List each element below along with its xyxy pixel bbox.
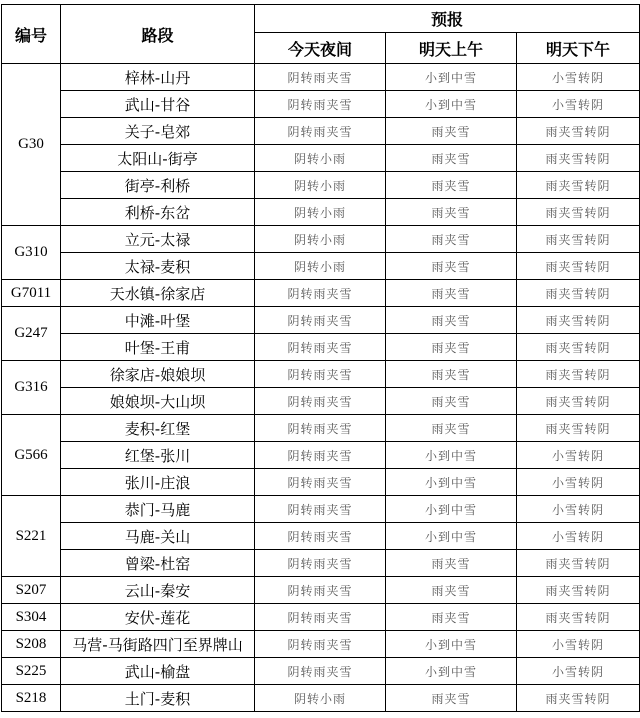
- route-code-cell: S225: [2, 658, 61, 685]
- forecast-tomorrow-am-cell: 小到中雪: [386, 64, 517, 91]
- forecast-tomorrow-pm-cell: 小雪转阴: [517, 523, 640, 550]
- forecast-tomorrow-am-cell: 雨夹雪: [386, 199, 517, 226]
- road-segment-cell: 梓林-山丹: [61, 64, 255, 91]
- forecast-tonight-cell: 阴转小雨: [255, 172, 386, 199]
- route-code-cell: G247: [2, 307, 61, 361]
- forecast-tomorrow-am-cell: 雨夹雪: [386, 361, 517, 388]
- forecast-tomorrow-pm-cell: 雨夹雪转阴: [517, 307, 640, 334]
- table-row: [2, 91, 640, 118]
- forecast-tomorrow-pm-cell: 雨夹雪转阴: [517, 172, 640, 199]
- forecast-tomorrow-am-cell: 雨夹雪: [386, 415, 517, 442]
- road-segment-cell: 云山-秦安: [61, 577, 255, 604]
- road-segment-cell: 马鹿-关山: [61, 523, 255, 550]
- road-segment-cell: 恭门-马鹿: [61, 496, 255, 523]
- header-tomorrow-pm: 明天下午: [517, 33, 640, 64]
- table-row: [2, 388, 640, 415]
- header-tonight: 今天夜间: [255, 33, 386, 64]
- road-segment-cell: 关子-皂郊: [61, 118, 255, 145]
- forecast-tomorrow-pm-cell: 雨夹雪转阴: [517, 361, 640, 388]
- forecast-tomorrow-am-cell: 雨夹雪: [386, 604, 517, 631]
- table-row: [2, 469, 640, 496]
- forecast-tonight-cell: 阴转雨夹雪: [255, 334, 386, 361]
- forecast-tomorrow-pm-cell: 雨夹雪转阴: [517, 415, 640, 442]
- forecast-tonight-cell: 阴转小雨: [255, 253, 386, 280]
- forecast-tonight-cell: 阴转雨夹雪: [255, 469, 386, 496]
- table-row: [2, 280, 640, 307]
- forecast-tonight-cell: 阴转雨夹雪: [255, 577, 386, 604]
- forecast-tomorrow-pm-cell: 雨夹雪转阴: [517, 199, 640, 226]
- forecast-tonight-cell: 阴转雨夹雪: [255, 631, 386, 658]
- forecast-tonight-cell: 阴转雨夹雪: [255, 361, 386, 388]
- forecast-tomorrow-am-cell: 雨夹雪: [386, 145, 517, 172]
- forecast-tomorrow-am-cell: 小到中雪: [386, 631, 517, 658]
- road-segment-cell: 娘娘坝-大山坝: [61, 388, 255, 415]
- table-row: [2, 361, 640, 388]
- forecast-tomorrow-pm-cell: 小雪转阴: [517, 442, 640, 469]
- forecast-tomorrow-pm-cell: 雨夹雪转阴: [517, 577, 640, 604]
- road-segment-cell: 街亭-利桥: [61, 172, 255, 199]
- table-row: [2, 253, 640, 280]
- forecast-tomorrow-am-cell: 雨夹雪: [386, 685, 517, 712]
- table-row: [2, 118, 640, 145]
- table-row: [2, 685, 640, 712]
- road-segment-cell: 立元-太禄: [61, 226, 255, 253]
- route-code-cell: S218: [2, 685, 61, 712]
- road-weather-forecast-table: [1, 4, 640, 712]
- header-road: 路段: [61, 5, 255, 64]
- road-segment-cell: 安伏-莲花: [61, 604, 255, 631]
- table-row: [2, 199, 640, 226]
- table-row: [2, 64, 640, 91]
- forecast-tomorrow-am-cell: 小到中雪: [386, 91, 517, 118]
- route-code-cell: G7011: [2, 280, 61, 307]
- road-segment-cell: 马营-马街路四门至界牌山: [61, 631, 255, 658]
- forecast-tomorrow-pm-cell: 雨夹雪转阴: [517, 604, 640, 631]
- forecast-tomorrow-pm-cell: 小雪转阴: [517, 469, 640, 496]
- table-row: [2, 604, 640, 631]
- header-forecast: 预报: [255, 5, 640, 33]
- forecast-tomorrow-am-cell: 小到中雪: [386, 658, 517, 685]
- table-row: [2, 631, 640, 658]
- forecast-tonight-cell: 阴转雨夹雪: [255, 604, 386, 631]
- route-code-cell: S208: [2, 631, 61, 658]
- forecast-tonight-cell: 阴转雨夹雪: [255, 307, 386, 334]
- forecast-tomorrow-am-cell: 雨夹雪: [386, 118, 517, 145]
- table-row: [2, 307, 640, 334]
- forecast-tomorrow-am-cell: 雨夹雪: [386, 307, 517, 334]
- table-row: [2, 226, 640, 253]
- forecast-tomorrow-am-cell: 雨夹雪: [386, 577, 517, 604]
- forecast-tomorrow-pm-cell: 雨夹雪转阴: [517, 280, 640, 307]
- forecast-tomorrow-pm-cell: 小雪转阴: [517, 658, 640, 685]
- road-segment-cell: 麦积-红堡: [61, 415, 255, 442]
- table-header: [2, 5, 640, 64]
- road-segment-cell: 红堡-张川: [61, 442, 255, 469]
- forecast-tomorrow-pm-cell: 雨夹雪转阴: [517, 550, 640, 577]
- route-code-cell: S304: [2, 604, 61, 631]
- table-row: [2, 442, 640, 469]
- forecast-tonight-cell: 阴转雨夹雪: [255, 118, 386, 145]
- forecast-tomorrow-pm-cell: 雨夹雪转阴: [517, 118, 640, 145]
- forecast-tonight-cell: 阴转小雨: [255, 145, 386, 172]
- road-segment-cell: 中滩-叶堡: [61, 307, 255, 334]
- forecast-tomorrow-pm-cell: 小雪转阴: [517, 496, 640, 523]
- forecast-tonight-cell: 阴转雨夹雪: [255, 658, 386, 685]
- route-code-cell: G310: [2, 226, 61, 280]
- forecast-tonight-cell: 阴转雨夹雪: [255, 91, 386, 118]
- forecast-tomorrow-pm-cell: 小雪转阴: [517, 91, 640, 118]
- forecast-tomorrow-am-cell: 雨夹雪: [386, 172, 517, 199]
- forecast-tomorrow-am-cell: 小到中雪: [386, 469, 517, 496]
- road-segment-cell: 太禄-麦积: [61, 253, 255, 280]
- table-body: [2, 64, 640, 712]
- table-row: [2, 658, 640, 685]
- route-code-cell: G30: [2, 64, 61, 226]
- forecast-tomorrow-am-cell: 雨夹雪: [386, 334, 517, 361]
- header-code: 编号: [2, 5, 61, 64]
- forecast-tomorrow-pm-cell: 小雪转阴: [517, 631, 640, 658]
- forecast-tomorrow-am-cell: 小到中雪: [386, 496, 517, 523]
- forecast-tonight-cell: 阴转雨夹雪: [255, 64, 386, 91]
- table-row: [2, 334, 640, 361]
- route-code-cell: G566: [2, 415, 61, 496]
- header-tomorrow-am: 明天上午: [386, 33, 517, 64]
- forecast-tomorrow-am-cell: 雨夹雪: [386, 388, 517, 415]
- road-segment-cell: 叶堡-王甫: [61, 334, 255, 361]
- road-segment-cell: 曾梁-杜窑: [61, 550, 255, 577]
- route-code-cell: S207: [2, 577, 61, 604]
- forecast-tonight-cell: 阴转小雨: [255, 199, 386, 226]
- road-segment-cell: 土门-麦积: [61, 685, 255, 712]
- forecast-tomorrow-am-cell: 雨夹雪: [386, 253, 517, 280]
- road-segment-cell: 天水镇-徐家店: [61, 280, 255, 307]
- forecast-tomorrow-pm-cell: 雨夹雪转阴: [517, 226, 640, 253]
- forecast-tonight-cell: 阴转雨夹雪: [255, 496, 386, 523]
- forecast-tonight-cell: 阴转雨夹雪: [255, 280, 386, 307]
- forecast-tomorrow-pm-cell: 小雪转阴: [517, 64, 640, 91]
- table-row: [2, 550, 640, 577]
- forecast-tomorrow-am-cell: 小到中雪: [386, 523, 517, 550]
- forecast-tomorrow-am-cell: 雨夹雪: [386, 280, 517, 307]
- forecast-tomorrow-pm-cell: 雨夹雪转阴: [517, 145, 640, 172]
- road-segment-cell: 武山-甘谷: [61, 91, 255, 118]
- table-row: [2, 577, 640, 604]
- road-segment-cell: 张川-庄浪: [61, 469, 255, 496]
- forecast-tomorrow-am-cell: 雨夹雪: [386, 226, 517, 253]
- route-code-cell: G316: [2, 361, 61, 415]
- forecast-tomorrow-pm-cell: 雨夹雪转阴: [517, 334, 640, 361]
- forecast-tonight-cell: 阴转小雨: [255, 226, 386, 253]
- table-row: [2, 415, 640, 442]
- forecast-tomorrow-pm-cell: 雨夹雪转阴: [517, 685, 640, 712]
- forecast-tomorrow-pm-cell: 雨夹雪转阴: [517, 388, 640, 415]
- forecast-tonight-cell: 阴转雨夹雪: [255, 442, 386, 469]
- table-row: [2, 523, 640, 550]
- table-row: [2, 145, 640, 172]
- forecast-tonight-cell: 阴转小雨: [255, 685, 386, 712]
- table-row: [2, 496, 640, 523]
- forecast-tomorrow-pm-cell: 雨夹雪转阴: [517, 253, 640, 280]
- road-segment-cell: 武山-榆盘: [61, 658, 255, 685]
- forecast-tonight-cell: 阴转雨夹雪: [255, 550, 386, 577]
- forecast-tonight-cell: 阴转雨夹雪: [255, 415, 386, 442]
- forecast-tomorrow-am-cell: 小到中雪: [386, 442, 517, 469]
- road-segment-cell: 利桥-东岔: [61, 199, 255, 226]
- route-code-cell: S221: [2, 496, 61, 577]
- forecast-tomorrow-am-cell: 雨夹雪: [386, 550, 517, 577]
- table-row: [2, 172, 640, 199]
- road-segment-cell: 徐家店-娘娘坝: [61, 361, 255, 388]
- road-segment-cell: 太阳山-街亭: [61, 145, 255, 172]
- forecast-tonight-cell: 阴转雨夹雪: [255, 388, 386, 415]
- forecast-tonight-cell: 阴转雨夹雪: [255, 523, 386, 550]
